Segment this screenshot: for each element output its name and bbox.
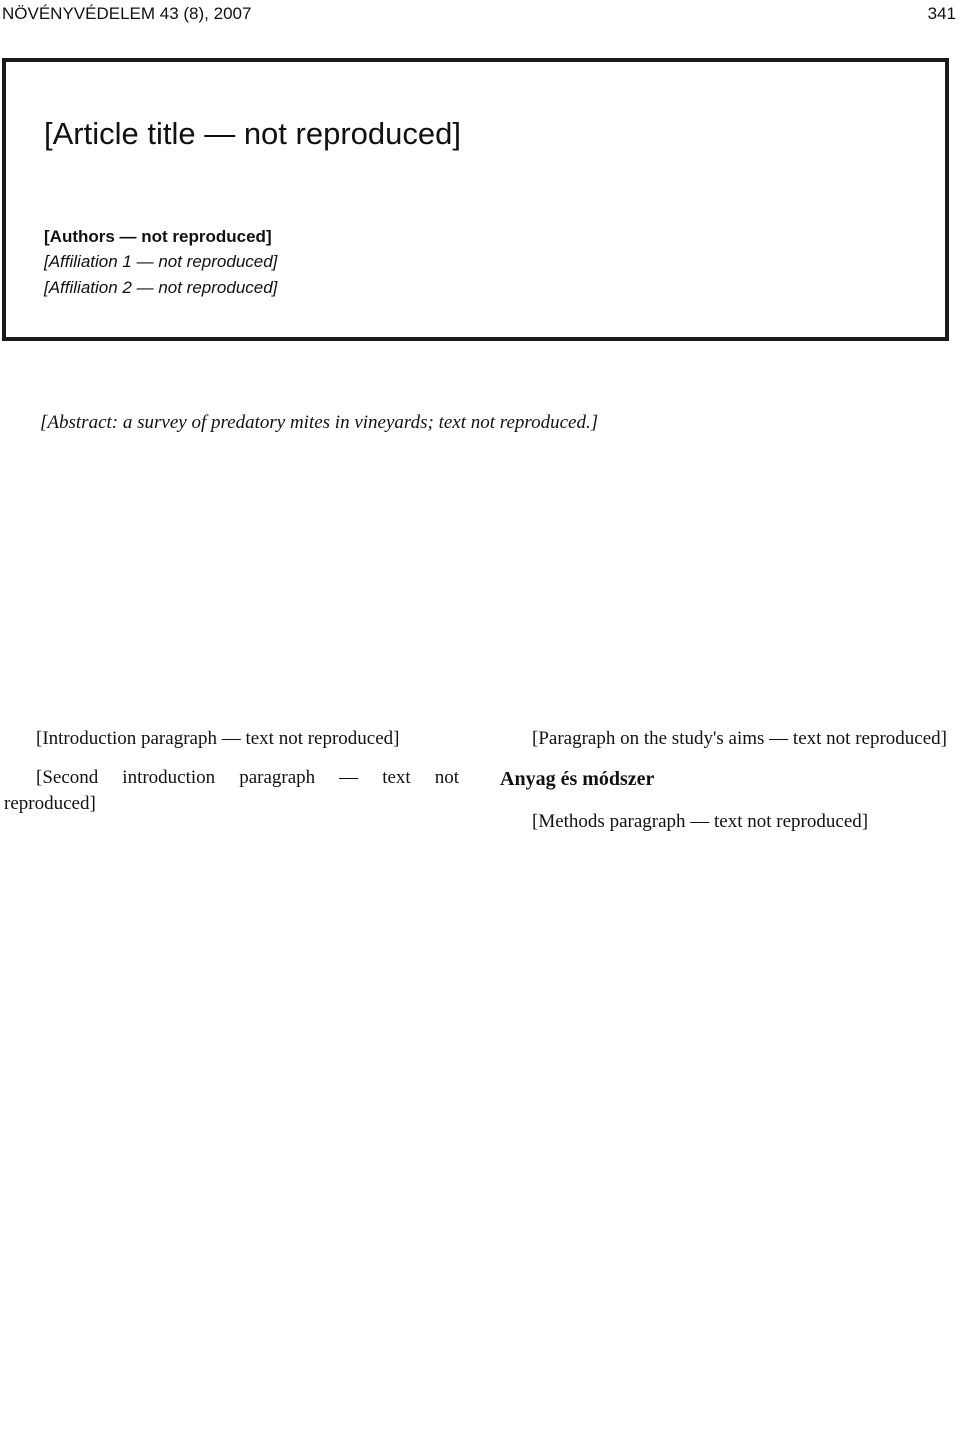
author-line: [Authors — not reproduced] xyxy=(44,227,272,246)
left-col-paragraph-2: [Second introduction paragraph — text not reproduced] xyxy=(4,766,459,815)
article-title: [Article title — not reproduced] xyxy=(44,116,461,151)
journal-citation: NÖVÉNYVÉDELEM 43 (8), 2007 xyxy=(2,4,252,23)
right-col-paragraph-2: [Methods paragraph — text not reproduced] xyxy=(532,810,869,832)
body-column-right xyxy=(500,726,955,847)
abstract xyxy=(8,410,952,437)
right-col-paragraph-1: [Paragraph on the study's aims — text not reproduced] xyxy=(532,728,947,749)
page-number: 341 xyxy=(927,4,956,23)
affiliation-2: [Affiliation 2 — not reproduced] xyxy=(44,278,278,297)
running-head xyxy=(2,4,956,28)
title-box xyxy=(2,58,949,341)
body-column-left xyxy=(4,726,459,830)
abstract-text: [Abstract: a survey of predatory mites in vineyards; text not reproduced.] xyxy=(40,412,599,433)
left-col-paragraph-1: [Introduction paragraph — text not reproduced] xyxy=(36,728,400,749)
affiliation-1: [Affiliation 1 — not reproduced] xyxy=(44,252,278,271)
section-heading-methods: Anyag és módszer xyxy=(500,767,655,790)
